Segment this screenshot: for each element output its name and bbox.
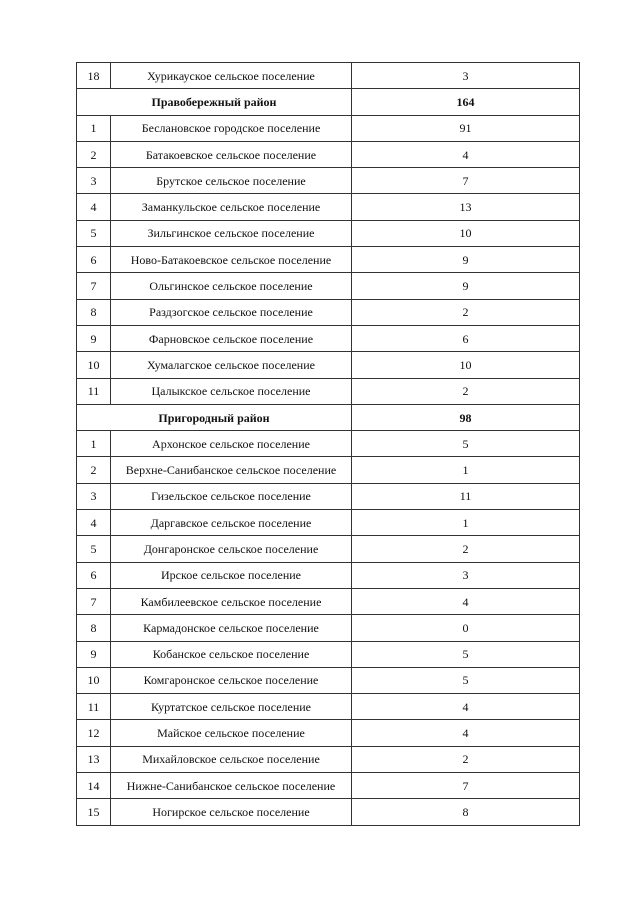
row-number: 7 <box>77 273 111 299</box>
settlement-value: 9 <box>352 247 580 273</box>
district-name: Правобережный район <box>77 89 352 115</box>
settlement-value: 10 <box>352 352 580 378</box>
settlement-name: Ново-Батакоевское сельское поселение <box>111 247 352 273</box>
settlement-name: Беслановское городское поселение <box>111 115 352 141</box>
row-number: 10 <box>77 352 111 378</box>
table-row <box>77 615 580 641</box>
settlement-value: 2 <box>352 299 580 325</box>
table-row <box>77 720 580 746</box>
table-row <box>77 536 580 562</box>
row-number: 12 <box>77 720 111 746</box>
table-row <box>77 773 580 799</box>
settlement-name: Архонское сельское поселение <box>111 431 352 457</box>
settlement-value: 7 <box>352 773 580 799</box>
settlement-value: 91 <box>352 115 580 141</box>
settlement-name: Ирское сельское поселение <box>111 562 352 588</box>
settlement-name: Ногирское сельское поселение <box>111 799 352 825</box>
row-number: 4 <box>77 194 111 220</box>
row-number: 2 <box>77 457 111 483</box>
district-header-row <box>77 89 580 115</box>
row-number: 2 <box>77 141 111 167</box>
row-number: 13 <box>77 746 111 772</box>
settlement-table <box>76 62 580 826</box>
row-number: 5 <box>77 220 111 246</box>
table-row <box>77 378 580 404</box>
settlement-table-body <box>77 63 580 826</box>
settlement-value: 4 <box>352 720 580 746</box>
row-number: 4 <box>77 510 111 536</box>
table-row <box>77 273 580 299</box>
row-number: 11 <box>77 378 111 404</box>
row-number: 6 <box>77 562 111 588</box>
row-number: 9 <box>77 325 111 351</box>
settlement-value: 3 <box>352 63 580 89</box>
table-row <box>77 431 580 457</box>
settlement-name: Даргавское сельское поселение <box>111 510 352 536</box>
settlement-value: 13 <box>352 194 580 220</box>
settlement-name: Кобанское сельское поселение <box>111 641 352 667</box>
settlement-value: 4 <box>352 694 580 720</box>
table-row <box>77 63 580 89</box>
settlement-value: 5 <box>352 641 580 667</box>
settlement-value: 8 <box>352 799 580 825</box>
table-row <box>77 457 580 483</box>
district-total: 164 <box>352 89 580 115</box>
row-number: 11 <box>77 694 111 720</box>
district-total: 98 <box>352 404 580 430</box>
settlement-name: Хумалагское сельское поселение <box>111 352 352 378</box>
settlement-value: 5 <box>352 667 580 693</box>
row-number: 1 <box>77 431 111 457</box>
table-row <box>77 667 580 693</box>
table-row <box>77 115 580 141</box>
settlement-name: Хурикауское сельское поселение <box>111 63 352 89</box>
row-number: 9 <box>77 641 111 667</box>
settlement-name: Верхне-Санибанское сельское поселение <box>111 457 352 483</box>
row-number: 8 <box>77 615 111 641</box>
settlement-value: 6 <box>352 325 580 351</box>
row-number: 3 <box>77 483 111 509</box>
settlement-name: Брутское сельское поселение <box>111 168 352 194</box>
settlement-value: 4 <box>352 588 580 614</box>
settlement-value: 5 <box>352 431 580 457</box>
settlement-name: Куртатское сельское поселение <box>111 694 352 720</box>
settlement-name: Камбилеевское сельское поселение <box>111 588 352 614</box>
table-row <box>77 562 580 588</box>
settlement-value: 2 <box>352 378 580 404</box>
table-row <box>77 510 580 536</box>
table-row <box>77 194 580 220</box>
settlement-value: 4 <box>352 141 580 167</box>
settlement-value: 9 <box>352 273 580 299</box>
district-name: Пригородный район <box>77 404 352 430</box>
table-row <box>77 746 580 772</box>
settlement-name: Цалыкское сельское поселение <box>111 378 352 404</box>
settlement-name: Нижне-Санибанское сельское поселение <box>111 773 352 799</box>
settlement-value: 0 <box>352 615 580 641</box>
table-row <box>77 141 580 167</box>
settlement-name: Ольгинское сельское поселение <box>111 273 352 299</box>
district-header-row <box>77 404 580 430</box>
row-number: 14 <box>77 773 111 799</box>
settlement-name: Батакоевское сельское поселение <box>111 141 352 167</box>
row-number: 7 <box>77 588 111 614</box>
row-number: 6 <box>77 247 111 273</box>
table-row <box>77 299 580 325</box>
row-number: 8 <box>77 299 111 325</box>
table-row <box>77 799 580 825</box>
settlement-value: 1 <box>352 457 580 483</box>
settlement-name: Зильгинское сельское поселение <box>111 220 352 246</box>
settlement-name: Гизельское сельское поселение <box>111 483 352 509</box>
settlement-value: 7 <box>352 168 580 194</box>
settlement-value: 3 <box>352 562 580 588</box>
row-number: 18 <box>77 63 111 89</box>
table-row <box>77 694 580 720</box>
settlement-value: 2 <box>352 536 580 562</box>
table-row <box>77 588 580 614</box>
settlement-value: 1 <box>352 510 580 536</box>
table-row <box>77 641 580 667</box>
row-number: 10 <box>77 667 111 693</box>
settlement-value: 2 <box>352 746 580 772</box>
settlement-name: Раздзогское сельское поселение <box>111 299 352 325</box>
settlement-name: Донгаронское сельское поселение <box>111 536 352 562</box>
settlement-name: Заманкульское сельское поселение <box>111 194 352 220</box>
row-number: 1 <box>77 115 111 141</box>
row-number: 3 <box>77 168 111 194</box>
settlement-name: Майское сельское поселение <box>111 720 352 746</box>
settlement-value: 10 <box>352 220 580 246</box>
row-number: 5 <box>77 536 111 562</box>
table-row <box>77 483 580 509</box>
settlement-name: Комгаронское сельское поселение <box>111 667 352 693</box>
table-row <box>77 220 580 246</box>
settlement-name: Кармадонское сельское поселение <box>111 615 352 641</box>
settlement-name: Фарновское сельское поселение <box>111 325 352 351</box>
row-number: 15 <box>77 799 111 825</box>
settlement-name: Михайловское сельское поселение <box>111 746 352 772</box>
table-row <box>77 168 580 194</box>
settlement-value: 11 <box>352 483 580 509</box>
table-row <box>77 352 580 378</box>
table-row <box>77 325 580 351</box>
table-row <box>77 247 580 273</box>
